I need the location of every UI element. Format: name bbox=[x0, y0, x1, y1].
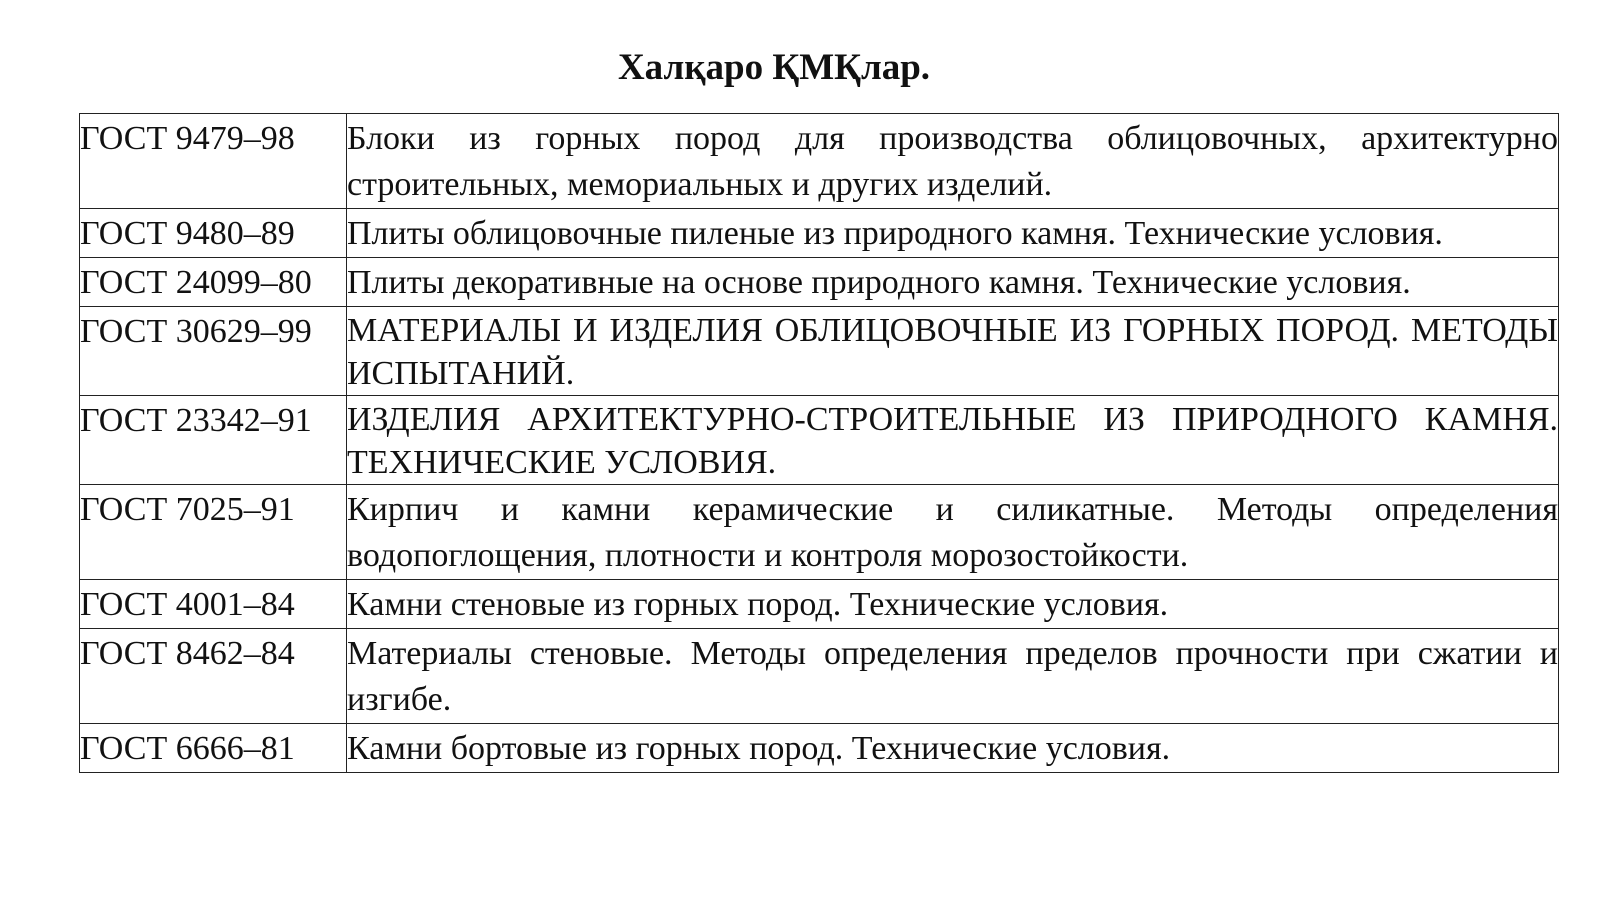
standard-description: Блоки из горных пород для производства облицовочных, архитектурно строительных, мемориальных и других изделий. bbox=[347, 114, 1559, 209]
standard-description: Материалы стеновые. Методы определения пределов прочности при сжатии и изгибе. bbox=[347, 629, 1559, 724]
standard-code: ГОСТ 8462–84 bbox=[80, 629, 347, 724]
table-row bbox=[80, 209, 1559, 258]
table-row bbox=[80, 485, 1559, 580]
slide-title: Халқаро ҚМҚлар. bbox=[617, 47, 931, 88]
table-row bbox=[80, 629, 1559, 724]
standard-description: Кирпич и камни керамические и силикатные. Методы определения водопоглощения, плотности и контроля морозостойкости. bbox=[347, 485, 1559, 580]
standard-description: МАТЕРИАЛЫ И ИЗДЕЛИЯ ОБЛИЦОВОЧНЫЕ ИЗ ГОРНЫХ ПОРОД. МЕТОДЫ ИСПЫТАНИЙ. bbox=[347, 307, 1559, 396]
standard-code: ГОСТ 7025–91 bbox=[80, 485, 347, 580]
standard-description: Камни бортовые из горных пород. Технические условия. bbox=[347, 724, 1559, 773]
table-row bbox=[80, 114, 1559, 209]
standard-code: ГОСТ 6666–81 bbox=[80, 724, 347, 773]
standard-code: ГОСТ 30629–99 bbox=[80, 307, 347, 396]
table-row bbox=[80, 396, 1559, 485]
table-row bbox=[80, 307, 1559, 396]
table-row bbox=[80, 580, 1559, 629]
standard-description: ИЗДЕЛИЯ АРХИТЕКТУРНО-СТРОИТЕЛЬНЫЕ ИЗ ПРИРОДНОГО КАМНЯ. ТЕХНИЧЕСКИЕ УСЛОВИЯ. bbox=[347, 396, 1559, 485]
standard-code: ГОСТ 4001–84 bbox=[80, 580, 347, 629]
standard-code: ГОСТ 9480–89 bbox=[80, 209, 347, 258]
table-row bbox=[80, 258, 1559, 307]
table-row bbox=[80, 724, 1559, 773]
standard-code: ГОСТ 23342–91 bbox=[80, 396, 347, 485]
standard-code: ГОСТ 24099–80 bbox=[80, 258, 347, 307]
standard-description: Плиты облицовочные пиленые из природного камня. Технические условия. bbox=[347, 209, 1559, 258]
standard-description: Камни стеновые из горных пород. Технические условия. bbox=[347, 580, 1559, 629]
standard-description: Плиты декоративные на основе природного камня. Технические условия. bbox=[347, 258, 1559, 307]
standard-code: ГОСТ 9479–98 bbox=[80, 114, 347, 209]
standards-table bbox=[79, 113, 1559, 773]
